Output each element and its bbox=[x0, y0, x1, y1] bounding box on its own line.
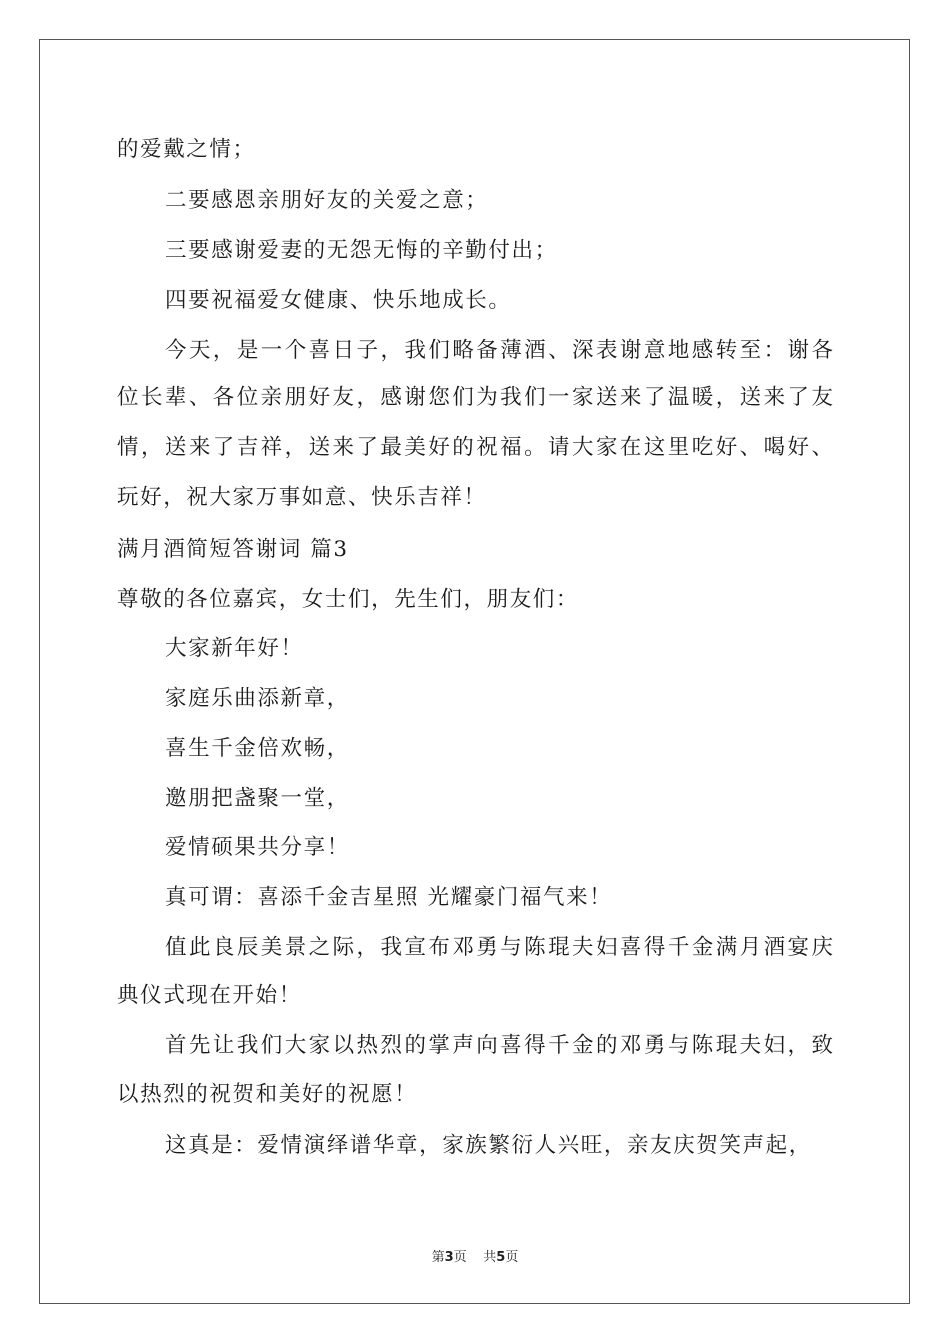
text-line: 喜生千金倍欢畅， bbox=[165, 736, 350, 761]
text-line: 邀朋把盏聚一堂， bbox=[165, 786, 350, 811]
text-line: 典仪式现在开始！ bbox=[117, 983, 302, 1008]
page-suffix: 页 bbox=[453, 1250, 467, 1265]
text-line: 三要感谢爱妻的无怨无悔的辛勤付出； bbox=[165, 238, 558, 263]
total-suffix: 页 bbox=[505, 1250, 519, 1265]
text-line: 以热烈的祝贺和美好的祝愿！ bbox=[117, 1082, 418, 1107]
text-line: 情，送来了吉祥，送来了最美好的祝福。请大家在这里吃好、喝好、 bbox=[117, 435, 833, 460]
text-line: 的爱戴之情； bbox=[117, 137, 256, 162]
text-line: 这真是：爱情演绎谱华章，家族繁衍人兴旺，亲友庆贺笑声起， bbox=[165, 1133, 812, 1158]
text-line: 值此良辰美景之际，我宣布邓勇与陈琨夫妇喜得千金满月酒宴庆 bbox=[165, 935, 833, 960]
text-line: 四要祝福爱女健康、快乐地成长。 bbox=[165, 288, 512, 313]
text-line: 位长辈、各位亲朋好友，感谢您们为我们一家送来了温暖，送来了友 bbox=[117, 385, 833, 410]
total-pages: 5 bbox=[496, 1250, 506, 1265]
text-line: 二要感恩亲朋好友的关爱之意； bbox=[165, 188, 489, 213]
page-border bbox=[39, 39, 910, 1304]
section-heading: 满月酒简短答谢词 篇3 bbox=[117, 537, 349, 562]
text-line: 今天，是一个喜日子，我们略备薄酒、深表谢意地感转至：谢各 bbox=[165, 338, 833, 363]
text-line: 爱情硕果共分享！ bbox=[165, 835, 350, 860]
total-prefix: 共 bbox=[483, 1250, 497, 1265]
page-prefix: 第 bbox=[431, 1250, 445, 1265]
text-line: 首先让我们大家以热烈的掌声向喜得千金的邓勇与陈琨夫妇，致 bbox=[165, 1033, 833, 1058]
text-line: 真可谓：喜添千金吉星照 光耀豪门福气来！ bbox=[165, 885, 613, 910]
text-line: 大家新年好！ bbox=[165, 636, 304, 661]
text-line: 玩好，祝大家万事如意、快乐吉祥！ bbox=[117, 485, 487, 510]
page-number: 3 bbox=[444, 1250, 454, 1265]
page-footer bbox=[0, 1246, 950, 1265]
text-line: 家庭乐曲添新章， bbox=[165, 686, 350, 711]
text-line: 尊敬的各位嘉宾，女士们，先生们，朋友们： bbox=[117, 587, 580, 612]
